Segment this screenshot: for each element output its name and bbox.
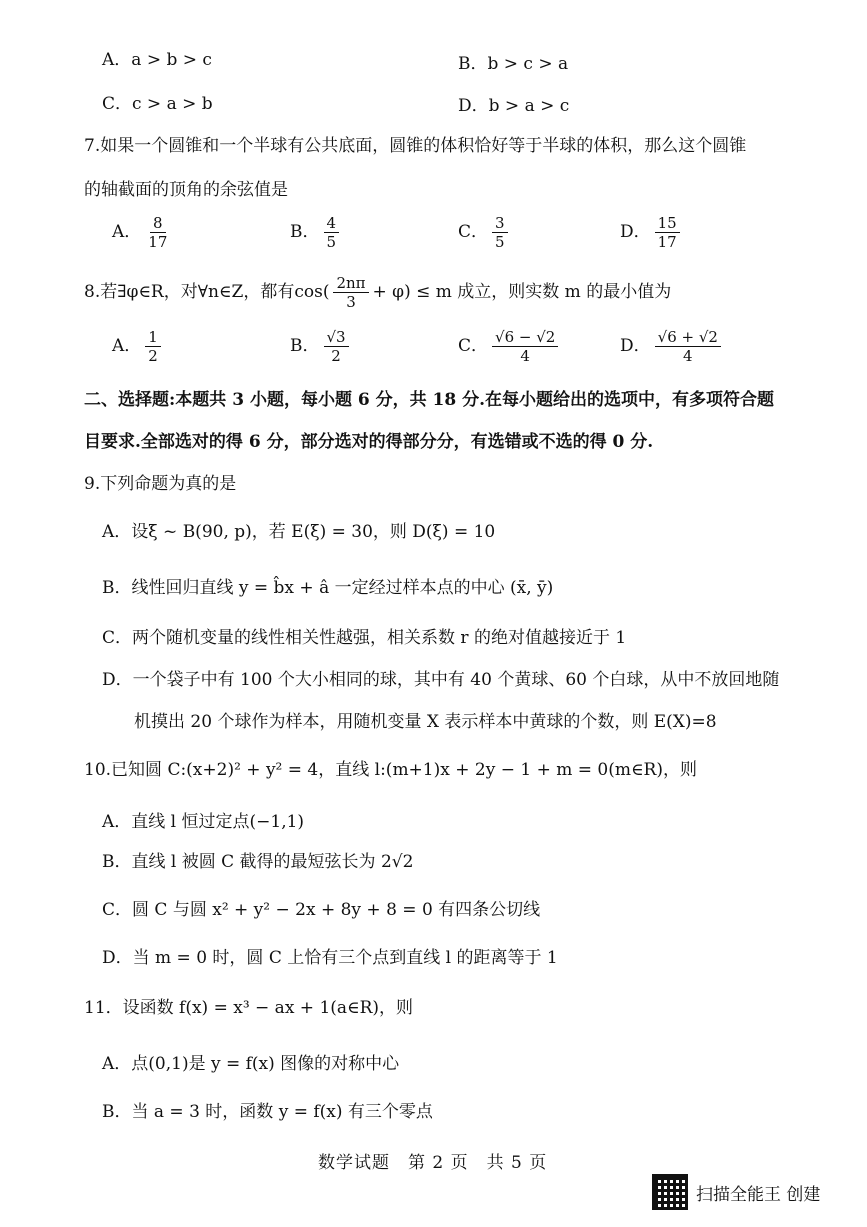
q9-option-c: C．两个随机变量的线性相关性越强，相关系数 r 的绝对值越接近于 1 — [102, 628, 627, 648]
qr-code-icon — [652, 1174, 688, 1210]
q8-stem: 8.若∃φ∈R，对∀n∈Z，都有cos( $\frac{2n\pi}{3}$ + φ) ≤ m 成立，则实数 m 的最小值为 — [84, 274, 672, 311]
q6-option-b: B．b > c > a — [458, 54, 569, 74]
q8-option-b: B． $\frac{√3}{2}$ — [290, 328, 353, 365]
q8-option-d: D． $\frac{√6 + √2}{4}$ — [620, 328, 725, 365]
scanner-watermark — [652, 1174, 820, 1210]
q7-option-d: D． $\frac{15}{17}$ — [620, 214, 684, 251]
q9-option-d-line1: D．一个袋子中有 100 个大小相同的球，其中有 40 个黄球、60 个白球，从中不放回地随 — [102, 670, 780, 690]
q11-option-b: B．当 a = 3 时，函数 y = f(x) 有三个零点 — [102, 1102, 433, 1122]
q7-stem-line1: 7.如果一个圆锥和一个半球有公共底面，圆锥的体积恰好等于半球的体积，那么这个圆锥 — [84, 136, 747, 156]
q7-stem-line2: 的轴截面的顶角的余弦值是 — [84, 180, 288, 200]
q6-option-a: A．a > b > c — [102, 50, 212, 70]
section-2-heading-line1: 二、选择题:本题共 3 小题，每小题 6 分，共 18 分.在每小题给出的选项中，有多项符合题 — [84, 390, 775, 410]
q8-option-a: A． $\frac{1}{2}$ — [112, 328, 165, 365]
q6-option-c: C．c > a > b — [102, 94, 213, 114]
q8-option-c: C． $\frac{√6 - √2}{4}$ — [458, 328, 562, 365]
q10-option-d: D．当 m = 0 时，圆 C 上恰有三个点到直线 l 的距离等于 1 — [102, 948, 558, 968]
q10-option-b: B．直线 l 被圆 C 截得的最短弦长为 2√2 — [102, 852, 414, 872]
page-footer: 数学试题 第 2 页 共 5 页 — [318, 1153, 548, 1173]
q7-option-c: C． $\frac{3}{5}$ — [458, 214, 512, 251]
q9-option-a: A．设ξ ~ B(90, p)，若 E(ξ) = 30，则 D(ξ) = 10 — [102, 522, 496, 542]
q9-option-d-line2: 机摸出 20 个球作为样本，用随机变量 X 表示样本中黄球的个数，则 E(X)=8 — [134, 712, 717, 732]
q10-stem: 10.已知圆 C:(x+2)² + y² = 4，直线 l:(m+1)x + 2y − 1 + m = 0(m∈R)，则 — [84, 760, 697, 780]
q6-option-d: D．b > a > c — [458, 96, 570, 116]
q10-option-a: A．直线 l 恒过定点(−1,1) — [102, 812, 305, 832]
q11-option-a: A．点(0,1)是 y = f(x) 图像的对称中心 — [102, 1054, 400, 1074]
q10-option-c: C．圆 C 与圆 x² + y² − 2x + 8y + 8 = 0 有四条公切线 — [102, 900, 541, 920]
section-2-heading-line2: 目要求.全部选对的得 6 分，部分选对的得部分分，有选错或不选的得 0 分. — [84, 432, 654, 452]
q7-option-a: A． $\frac{8}{17}$ — [112, 214, 168, 251]
q11-stem: 11．设函数 f(x) = x³ − ax + 1(a∈R)，则 — [84, 998, 414, 1018]
q9-option-b: B．线性回归直线 y = b̂x + â 一定经过样本点的中心 (x̄, ȳ) — [102, 578, 554, 598]
watermark-text: 扫描全能王 创建 — [696, 1184, 821, 1205]
q7-option-b: B． $\frac{4}{5}$ — [290, 214, 343, 251]
q9-stem: 9.下列命题为真的是 — [84, 474, 237, 494]
